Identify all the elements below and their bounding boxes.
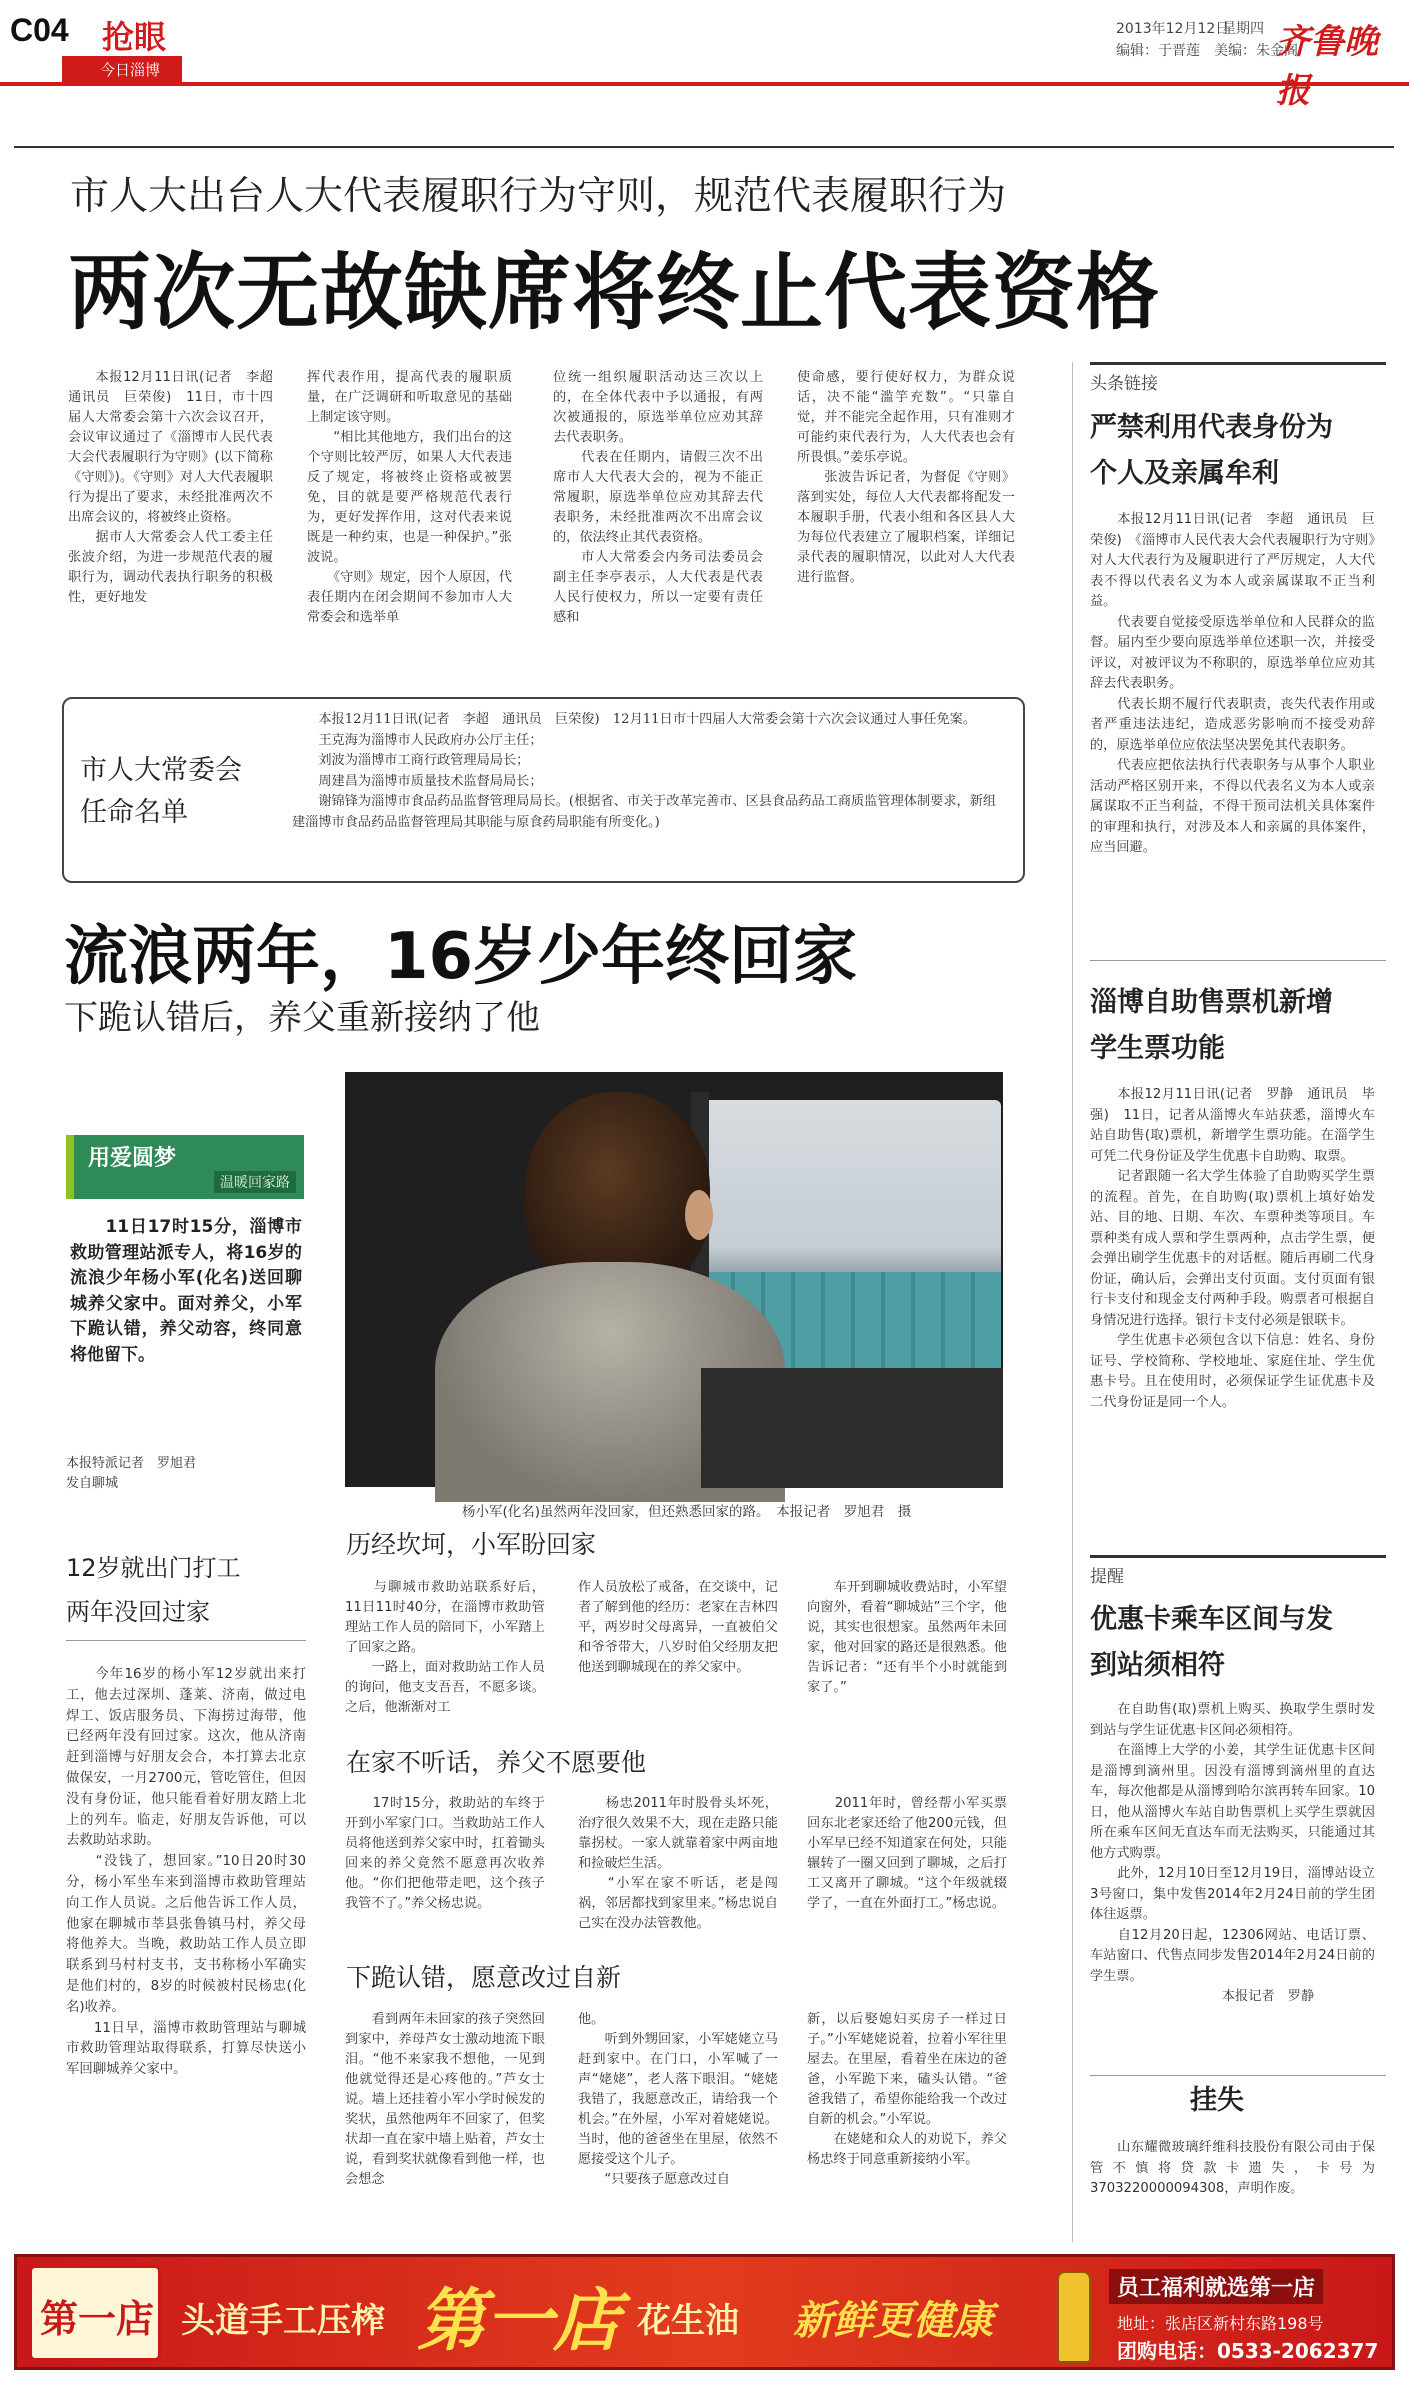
sidebar-label-1: 头条链接 — [1090, 362, 1386, 394]
story2-sec2-col-3: 2011年时，曾经帮小军买票回东北老家还给了他200元钱，但小军早已经不知道家在何处，只能辗转了一圈又回到了聊城，之后打工又离开了聊城。“这个年级就辍学了，一直在外面打工。”杨忠说。 — [807, 1796, 1007, 1911]
story2-sec1-col-3: 车开到聊城收费站时，小军望向窗外，看着“聊城站”三个字，他说，其实也很想家。虽然两年未回家，他对回家的路还是很熟悉。他告诉记者：“还有半个小时就能到家了。” — [807, 1580, 1007, 1695]
sidebar-story-1-title: 严禁利用代表身份为个人及亲属牟利 — [1090, 412, 1333, 489]
header-weekday: 星期四 — [1222, 21, 1264, 37]
story2-sec3-col-1: 看到两年未回家的孩子突然回到家中，养母芦女士激动地流下眼泪。“他不来家我不想他，一见到他就觉得还是心疼他的。”芦女士说。墙上还挂着小军小学时候发的奖状，虽然他两年不回家了，但奖状却一直在家中墙上贴着，芦女士说，看到奖状就像看到他一样，也会想念 — [345, 2012, 545, 2187]
ad-logo-text: 第一店 — [40, 2296, 155, 2341]
top-divider — [14, 146, 1394, 148]
badge — [66, 1135, 304, 1199]
story2-headline: 流浪两年，16岁少年终回家 — [64, 920, 858, 994]
lead-col-2: 挥代表作用，提高代表的履职质量，在广泛调研和听取意见的基础上制定该守则。 “相比其他地方，我们出台的这个守则比较严厉，如果人大代表违反了规定，将被终止资格或被罢免，目的就是要严格规范代表行为，更好发挥作用，这对代表来说既是一种约束，也是一种保护。”张波说。 《守则》规定，因个人原因，代表任期内在闭会期间不参加市人大常委会和选举单 — [307, 370, 512, 625]
appointments-text: 本报12月11日讯(记者 李超 通讯员 巨荣俊) 12月11日市十四届人大常委会第十六次会议通过人事任免案。 王克海为淄博市人民政府办公厅主任； 刘波为淄博市工商行政管理局局长； 周建昌为淄博市质量技术监督局局长； 谢锦锋为淄博市食品药品监督管理局局长。(根据省、市关于改革完善市、区县食品药品工商质监管理体制要求，新组建淄博市食品药品监督管理局其职能与原食药局职能有所变化。) — [292, 712, 997, 830]
ad-slogan-a: 头道手工压榨 — [181, 2301, 385, 2341]
lead-kicker: 市人大出台人大代表履职行为守则，规范代表履职行为 — [70, 174, 1007, 219]
story2-sec1-col-1: 与聊城市救助站联系好后，11日11时40分，在淄博市救助管理站工作人员的陪同下，小军踏上了回家之路。 一路上，面对救助站工作人员的询问，他支支吾吾，不愿多谈。之后，他渐渐对工 — [345, 1580, 545, 1715]
sidebar-rule-4 — [1090, 2075, 1386, 2076]
story2-sec-2: 在家不听话，养父不愿要他 — [346, 1748, 647, 1777]
sidebar-story-4-title: 挂失 — [1190, 2085, 1244, 2116]
badge-title: 用爱圆梦 — [88, 1146, 177, 1171]
appointments-title-line1: 市人大常委会 — [80, 755, 242, 786]
story2-subhead: 下跪认错后，养父重新接纳了他 — [64, 998, 540, 1038]
header-page-code: C04 — [10, 12, 69, 48]
sidebar-story-3-body: 在自助售(取)票机上购买、换取学生票时发到站与学生证优惠卡区间必须相符。 在淄博上大学的小姜，其学生证优惠卡区间是淄博到滴州里。因没有淄博到滴州里的直达车，每次他都是从淄博到哈尔滨再转车回家。10日，他从淄博火车站自助售票机上买学生票就因所在乘车区间无直达车而无法购买，只能通过其他方式购票。 此外，12月10日至12月19日，淄博站设立3号窗口，集中发售2014年2月24日前的学生团体往返票。 自12月20日起，12306网站、电话订票、车站窗口、代售点同步发售2014年2月24日前的学生票。 本报记者 罗静 — [1090, 1702, 1375, 2004]
ad-slogan-d: 新鲜更健康 — [793, 2297, 993, 2344]
photo-car-door — [701, 1368, 1003, 1488]
lead-col-1: 本报12月11日讯(记者 李超 通讯员 巨荣俊) 11日，市十四届人大常委会第十六次会议召开，会议审议通过了《淄博市人民代表大会代表履职行为守则》(以下简称《守则》)。《守则》对人大代表履职行为提出了要求，未经批准两次不出席会议的，将被终止资格。 据市人大常委会人代工委主任张波介绍，为进一步规范代表的履职行为，调动代表执行职务的积极性，更好地发 — [68, 370, 273, 605]
sidebar-story-1-body: 本报12月11日讯(记者 李超 通讯员 巨荣俊) 《淄博市人民代表大会代表履职行为守则》对人大代表行为及履职进行了严厉规定，人大代表不得以代表名义为本人或亲属谋取不正当利益。 代表要自觉接受原选举单位和人民群众的监督。届内至少要向原选举单位述职一次，并接受评议，对被评议为不称职的，原选举单位应劝其辞去代表职务。 代表长期不履行代表职责，丧失代表作用或者严重违法违纪，造成恶劣影响而不接受劝辞的，原选举单位应依法坚决罢免其代表职务。 代表应把依法执行代表职务与从事个人职业活动严格区别开来，不得以代表名义为本人或亲属谋取不正当利益，不得干预司法机关具体案件的审理和执行，对涉及本人和亲属的具体案件，应当回避。 — [1090, 512, 1375, 855]
header-date: 2013年12月12日 — [1116, 21, 1230, 37]
story2-side-body: 今年16岁的杨小军12岁就出来打工，他去过深圳、蓬莱、济南，做过电焊工、饭店服务员、下海捞过海带，他已经两年没有回过家。这次，他从济南赶到淄博与好朋友会合，本打算去北京做保安，一月2700元，管吃管住，但因没有身份证，他只能看着好朋友踏上北上的列车。临走，好朋友告诉他，可以去救助站求助。 “没钱了，想回家。”10日20时30分，杨小军坐车来到淄博市救助管理站向工作人员说。之后他告诉工作人员，他家在聊城市莘县张鲁镇马村，养父母将他养大。当晚，救助站工作人员立即联系到马村村支书，支书称杨小军确实是他们村的，8岁的时候被村民杨忠(化名)收养。 11日早，淄博市救助管理站与聊城市救助管理站取得联系，打算尽快送小军回聊城养父家中。 — [66, 1667, 306, 2078]
story2-sec-1: 历经坎坷，小军盼回家 — [346, 1530, 597, 1559]
story2-byline-2: 发自聊城 — [66, 1476, 119, 1491]
story2-sec3-col-2: 他。 听到外甥回家，小军姥姥立马赶到家中。在门口，小军喊了一声“姥姥”，老人落下眼泪。“姥姥我错了，我愿意改正，请给我一个机会。”在外屋，小军对着姥姥说。当时，他的爸爸坐在里屋，依然不愿接受这个儿子。 “只要孩子愿意改过自 — [578, 2012, 778, 2187]
sidebar-story-2-body: 本报12月11日讯(记者 罗静 通讯员 毕强) 11日，记者从淄博火车站获悉，淄博火车站自助售(取)票机，新增学生票功能。在淄学生可凭二代身份证及学生优惠卡自助购、取票。 记者跟随一名大学生体验了自助购买学生票的流程。首先，在自助购(取)票机上填好始发站、目的地、日期、车次、车票种类等项目。车票种类有成人票和学生票两种，点击学生票，便会弹出刷学生优惠卡的对话框。随后再刷二代身份证，确认后，会弹出支付页面。支付页面有银行卡支付和现金支付两种手段。购票者可根据自身情况进行选择。银行卡支付必须是银联卡。 学生优惠卡必须包含以下信息：姓名、身份证号、学校简称、学校地址、家庭住址、学生优惠卡号。且在使用时，必须保证学生证优惠卡及二代身份证是同一个人。 — [1090, 1087, 1375, 1410]
header-editors: 编辑：于晋莲 美编：朱金阁 — [1116, 43, 1298, 59]
story2-sec2-col-1: 17时15分，救助站的车终于开到小军家门口。当救助站工作人员将他送到养父家中时，扛着锄头回来的养父竟然不愿意再次收养他。“你们把他带走吧，这个孩子我管不了。”养父杨忠说。 — [345, 1796, 545, 1911]
lead-headline: 两次无故缺席将终止代表资格 — [68, 244, 1160, 341]
sidebar-label-2: 提醒 — [1090, 1555, 1386, 1587]
story2-sec2-col-2: 杨忠2011年时股骨头坏死，治疗很久效果不大，现在走路只能靠拐杖。一家人就靠着家中两亩地和捡破烂生活。 “小军在家不听话，老是闯祸，邻居都找到家里来。”杨忠说自己实在没办法管教他。 — [578, 1796, 778, 1931]
header-section: 抢眼 — [102, 18, 167, 56]
news-photo — [345, 1072, 1003, 1487]
ad-slogan-c: 花生油 — [637, 2301, 739, 2341]
ad-bottle-icon — [1057, 2271, 1091, 2363]
story2-sec1-col-2: 作人员放松了戒备，在交谈中，记者了解到他的经历：老家在吉林四平，两岁时父母离异，一直被伯父和爷爷带大，八岁时伯父经朋友把他送到聊城现在的养父家中。 — [578, 1580, 778, 1675]
header-red-line — [0, 82, 1409, 86]
photo-caption: 杨小军(化名)虽然两年没回家，但还熟悉回家的路。 本报记者 罗旭君 摄 — [462, 1504, 912, 1520]
ad-slogan-b: 第一店 — [417, 2281, 622, 2361]
badge-sub: 温暖回家路 — [214, 1171, 296, 1193]
appointments-title — [80, 750, 242, 834]
story2-side-head-1: 12岁就出门打工 — [66, 1554, 241, 1582]
story2-sec3-col-3: 新，以后娶媳妇买房子一样过日子。”小军姥姥说着，拉着小军往里屋去。在里屋，看着坐在床边的爸爸，小军跪下来，磕头认错。“爸爸我错了，希望你能给我一个改过自新的机会。”小军说。 在姥姥和众人的劝说下，养父杨忠终于同意重新接纳小军。 — [807, 2012, 1007, 2167]
sidebar-story-3-title: 优惠卡乘车区间与发到站须相符 — [1090, 1604, 1333, 1681]
sidebar-rule-2 — [1090, 960, 1386, 961]
ad-phone: 团购电话：0533-2062377 — [1117, 2339, 1379, 2363]
newspaper-logo: 齐鲁晚报 — [1276, 22, 1378, 111]
sidebar-story-2-title: 淄博自助售票机新增学生票功能 — [1090, 987, 1333, 1064]
sidebar-divider — [1072, 362, 1073, 2242]
photo-ear — [685, 1190, 713, 1240]
story2-sec-3: 下跪认错，愿意改过自新 — [346, 1963, 622, 1992]
story2-intro: 11日17时15分，淄博市救助管理站派专人，将16岁的流浪少年杨小军(化名)送回聊城养父家中。面对养父，小军下跪认错，养父动容，终同意将他留下。 — [70, 1217, 302, 1365]
story2-side-head-2: 两年没回过家 — [66, 1598, 210, 1626]
ad-address: 地址：张店区新村东路198号 — [1117, 2314, 1324, 2333]
ad-right-title: 员工福利就选第一店 — [1109, 2269, 1323, 2304]
header-sub-section: 今日淄博 — [100, 61, 161, 79]
appointments-title-line2: 任命名单 — [80, 797, 188, 828]
ad-banner[interactable] — [14, 2254, 1395, 2370]
lead-col-4: 使命感，要行使好权力，为群众说话，决不能“滥竽充数”。“只靠自觉，并不能完全起作用，只有准则才可能约束代表行为，人大代表也会有所畏惧。”姜乐亭说。 张波告诉记者，为督促《守则》落到实处，每位人大代表都将配发一本履职手册，代表小组和各区县人大为每位代表建立了履职档案，详细记录代表的履职情况，以此对人大代表进行监督。 — [797, 370, 1015, 585]
ad-logo — [29, 2265, 161, 2361]
story2-byline-1: 本报特派记者 罗旭君 — [66, 1456, 197, 1471]
lead-col-3: 位统一组织履职活动达三次以上的，在全体代表中予以通报，有两次被通报的，原选举单位应劝其辞去代表职务。 代表在任期内，请假三次不出席市人大代表大会的，视为不能正常履职，原选举单位应劝其辞去代表职务，未经批准两次不出席会议的，依法终止其代表资格。 市人大常委会内务司法委员会副主任李亭表示，人大代表是代表人民行使权力，所以一定要有责任感和 — [553, 370, 763, 625]
side-rule — [66, 1640, 306, 1641]
sidebar-story-4-body: 山东耀微玻璃纤维科技股份有限公司由于保管不慎将贷款卡遗失，卡号为3703220000094308，声明作废。 — [1090, 2140, 1375, 2196]
